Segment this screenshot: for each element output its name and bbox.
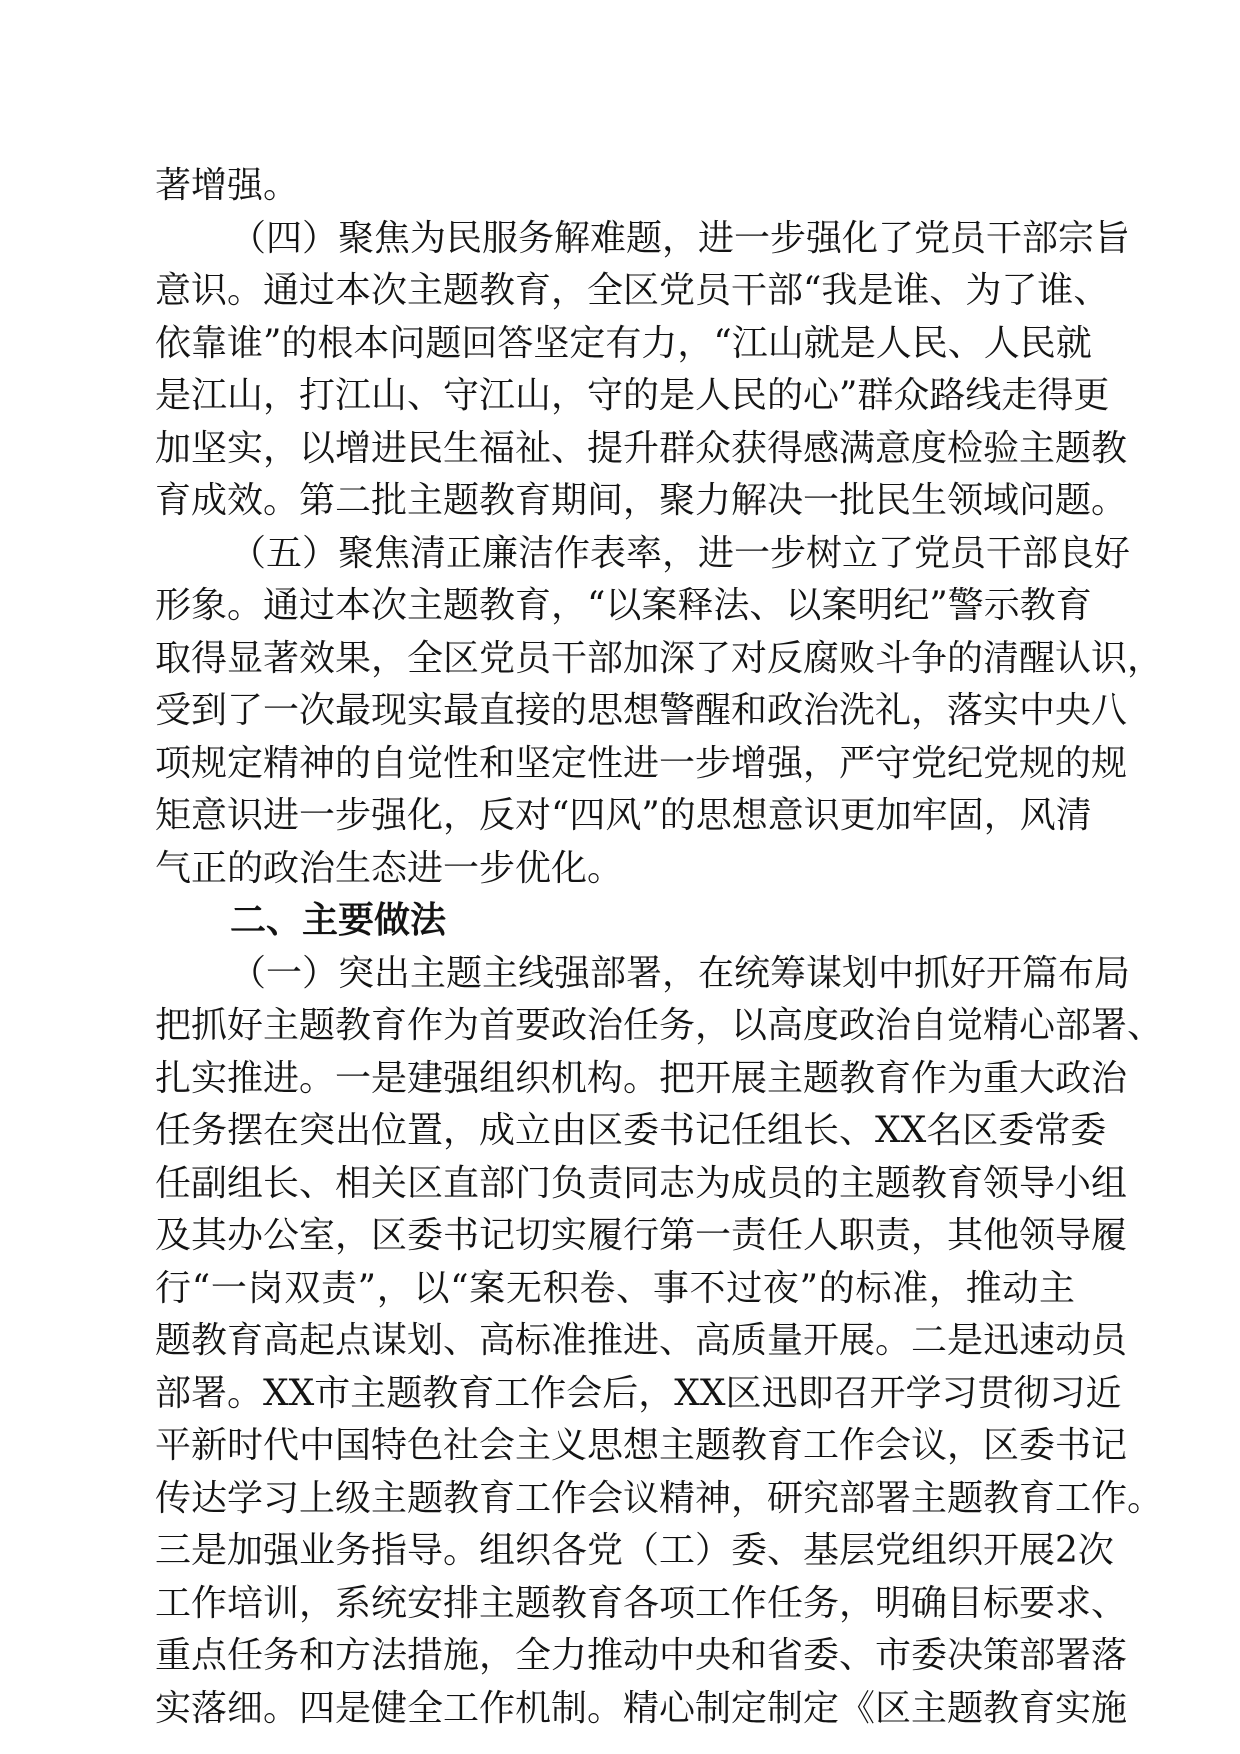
body-text-line: 及其办公室，区委书记切实履行第一责任人职责，其他领导履 bbox=[155, 1215, 1128, 1256]
body-text-line: 形象。通过本次主题教育，“以案释法、以案明纪”警示教育 bbox=[155, 585, 1092, 626]
body-text-line: 题教育高起点谋划、高标准推进、高质量开展。二是迅速动员 bbox=[155, 1320, 1128, 1361]
body-text-line: 部署。XX市主题教育工作会后，XX区迅即召开学习贯彻习近 bbox=[155, 1372, 1122, 1414]
body-text-line: 育成效。第二批主题教育期间，聚力解决一批民生领域问题。 bbox=[155, 480, 1128, 521]
body-text-line: 行“一岗双责”，以“案无积卷、事不过夜”的标准，推动主 bbox=[155, 1267, 1075, 1309]
body-text-line: （五）聚焦清正廉洁作表率，进一步树立了党员干部良好 bbox=[230, 532, 1131, 574]
body-text-line: 依靠谁”的根本问题回答坚定有力，“江山就是人民、人民就 bbox=[155, 322, 1092, 364]
body-text-line: 矩意识进一步强化，反对“四风”的思想意识更加牢固，风清 bbox=[155, 795, 1092, 836]
body-text-line: 气正的政治生态进一步优化。 bbox=[155, 847, 624, 889]
body-text-line: 是江山，打江山、守江山，守的是人民的心”群众路线走得更 bbox=[155, 375, 1110, 416]
body-text-line: 三是加强业务指导。组织各党（工）委、基层党组织开展2次 bbox=[155, 1530, 1114, 1571]
body-text-line: 取得显著效果，全区党员干部加深了对反腐败斗争的清醒认识， bbox=[155, 637, 1164, 679]
section-heading: 二、主要做法 bbox=[230, 900, 447, 941]
body-text-line: 著增强。 bbox=[155, 165, 300, 206]
body-text-line: 任务摆在突出位置，成立由区委书记任组长、XX名区委常委 bbox=[155, 1110, 1107, 1151]
body-text-line: 项规定精神的自觉性和坚定性进一步增强，严守党纪党规的规 bbox=[155, 742, 1128, 784]
body-text-line: 任副组长、相关区直部门负责同志为成员的主题教育领导小组 bbox=[155, 1162, 1128, 1204]
body-text-line: 重点任务和方法措施，全力推动中央和省委、市委决策部署落 bbox=[155, 1635, 1128, 1676]
body-text-line: 受到了一次最现实最直接的思想警醒和政治洗礼，落实中央八 bbox=[155, 690, 1128, 731]
body-text-line: 加坚实，以增进民生福祉、提升群众获得感满意度检验主题教 bbox=[155, 427, 1128, 469]
body-text-line: 扎实推进。一是建强组织机构。把开展主题教育作为重大政治 bbox=[155, 1057, 1128, 1099]
body-text-line: 意识。通过本次主题教育，全区党员干部“我是谁、为了谁、 bbox=[155, 270, 1110, 311]
body-text-line: 工作培训，系统安排主题教育各项工作任务，明确目标要求、 bbox=[155, 1582, 1128, 1624]
body-text-line: 平新时代中国特色社会主义思想主题教育工作会议，区委书记 bbox=[155, 1425, 1128, 1466]
body-text-line: 传达学习上级主题教育工作会议精神，研究部署主题教育工作。 bbox=[155, 1477, 1164, 1519]
body-text-line: （一）突出主题主线强部署，在统筹谋划中抓好开篇布局 bbox=[230, 952, 1131, 994]
body-text-line: 实落细。四是健全工作机制。精心制定制定《区主题教育实施 bbox=[155, 1687, 1128, 1729]
body-text-line: （四）聚焦为民服务解难题，进一步强化了党员干部宗旨 bbox=[230, 217, 1131, 259]
body-text-line: 把抓好主题教育作为首要政治任务，以高度政治自觉精心部署、 bbox=[155, 1005, 1164, 1046]
